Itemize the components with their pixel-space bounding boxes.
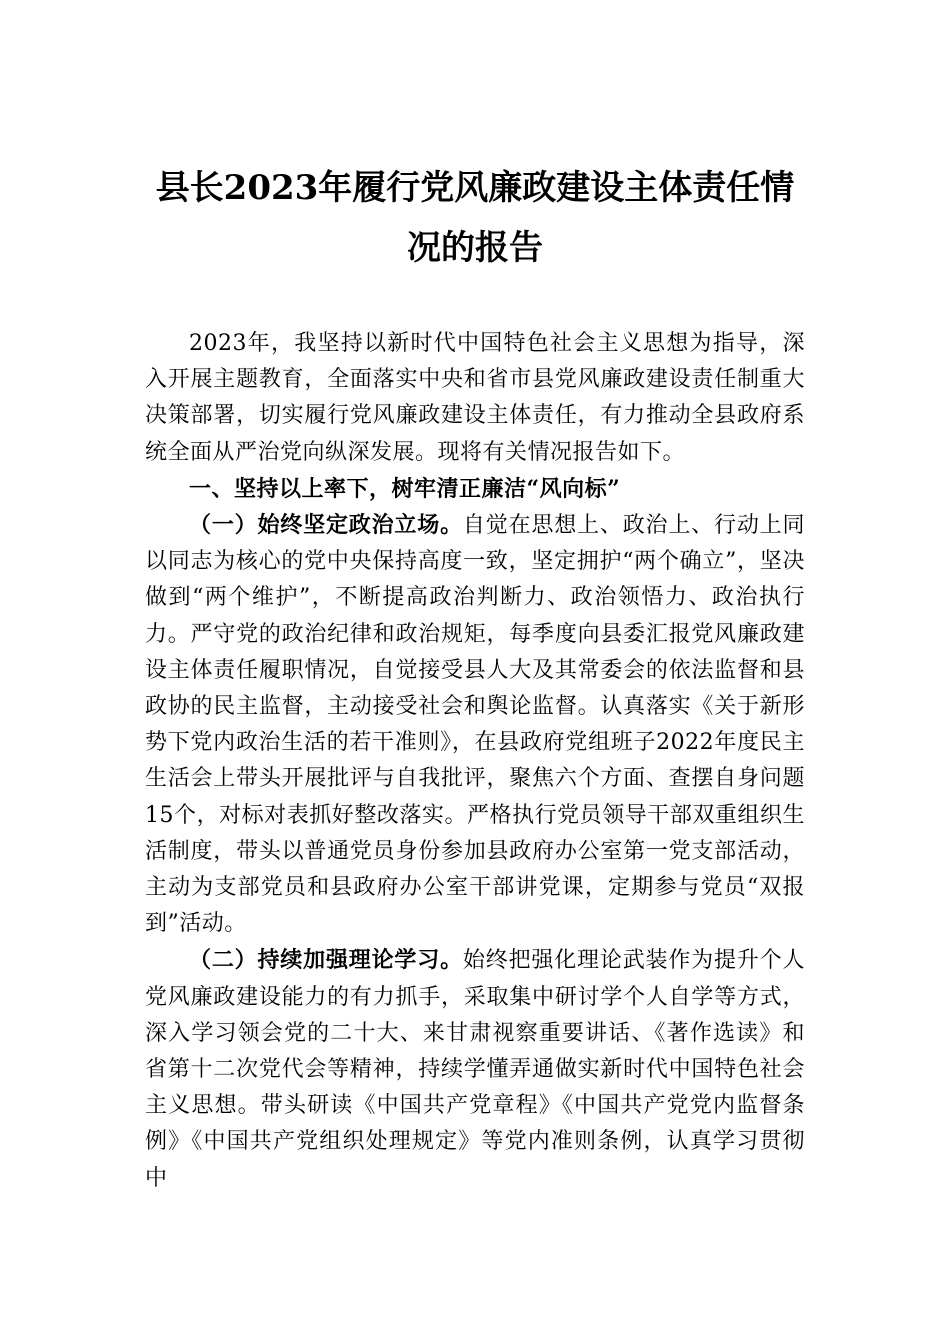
item-2-paragraph <box>145 942 805 1196</box>
title-line-2: 况的报告 <box>407 228 543 268</box>
title-line-1: 县长2023年履行党风廉政建设主体责任情 <box>155 168 795 208</box>
item-2-lead: （二）持续加强理论学习。 <box>189 947 463 974</box>
section-heading-1: 一、坚持以上率下，树牢清正廉洁“风向标” <box>189 475 621 502</box>
document-body <box>145 326 805 1197</box>
item-1-paragraph <box>145 507 805 942</box>
item-1-lead: （一）始终坚定政治立场。 <box>189 512 463 539</box>
document-title <box>120 158 830 278</box>
intro-paragraph: 2023年，我坚持以新时代中国特色社会主义思想为指导，深入开展主题教育，全面落实中央和省市县党风廉政建设责任制重大决策部署，切实履行党风廉政建设主体责任，有力推动全县政府系统全面从严治党向纵深发展。现将有关情况报告如下。 <box>145 331 805 465</box>
item-2-text: 始终把强化理论武装作为提升个人党风廉政建设能力的有力抓手，采取集中研讨学个人自学等方式，深入学习领会党的二十大、来甘肃视察重要讲话、《著作选读》和省第十二次党代会等精神，持续学懂弄通做实新时代中国特色社会主义思想。带头研读《中国共产党章程》《中国共产党党内监督条例》《中国共产党组织处理规定》等党内准则条例，认真学习贯彻中 <box>145 948 805 1191</box>
item-1-text: 自觉在思想上、政治上、行动上同以同志为核心的党中央保持高度一致，坚定拥护“两个确立”，坚决做到“两个维护”，不断提高政治判断力、政治领悟力、政治执行力。严守党的政治纪律和政治规矩，每季度向县委汇报党风廉政建设主体责任履职情况，自觉接受县人大及其常委会的依法监督和县政协的民主监督，主动接受社会和舆论监督。认真落实《关于新形势下党内政治生活的若干准则》，在县政府党组班子2022年度民主生活会上带头开展批评与自我批评，聚焦六个方面、查摆自身问题15个，对标对表抓好整改落实。严格执行党员领导干部双重组织生活制度，带头以普通党员身份参加县政府办公室第一党支部活动，主动为支部党员和县政府办公室干部讲党课，定期参与党员“双报到”活动。 <box>145 513 805 937</box>
